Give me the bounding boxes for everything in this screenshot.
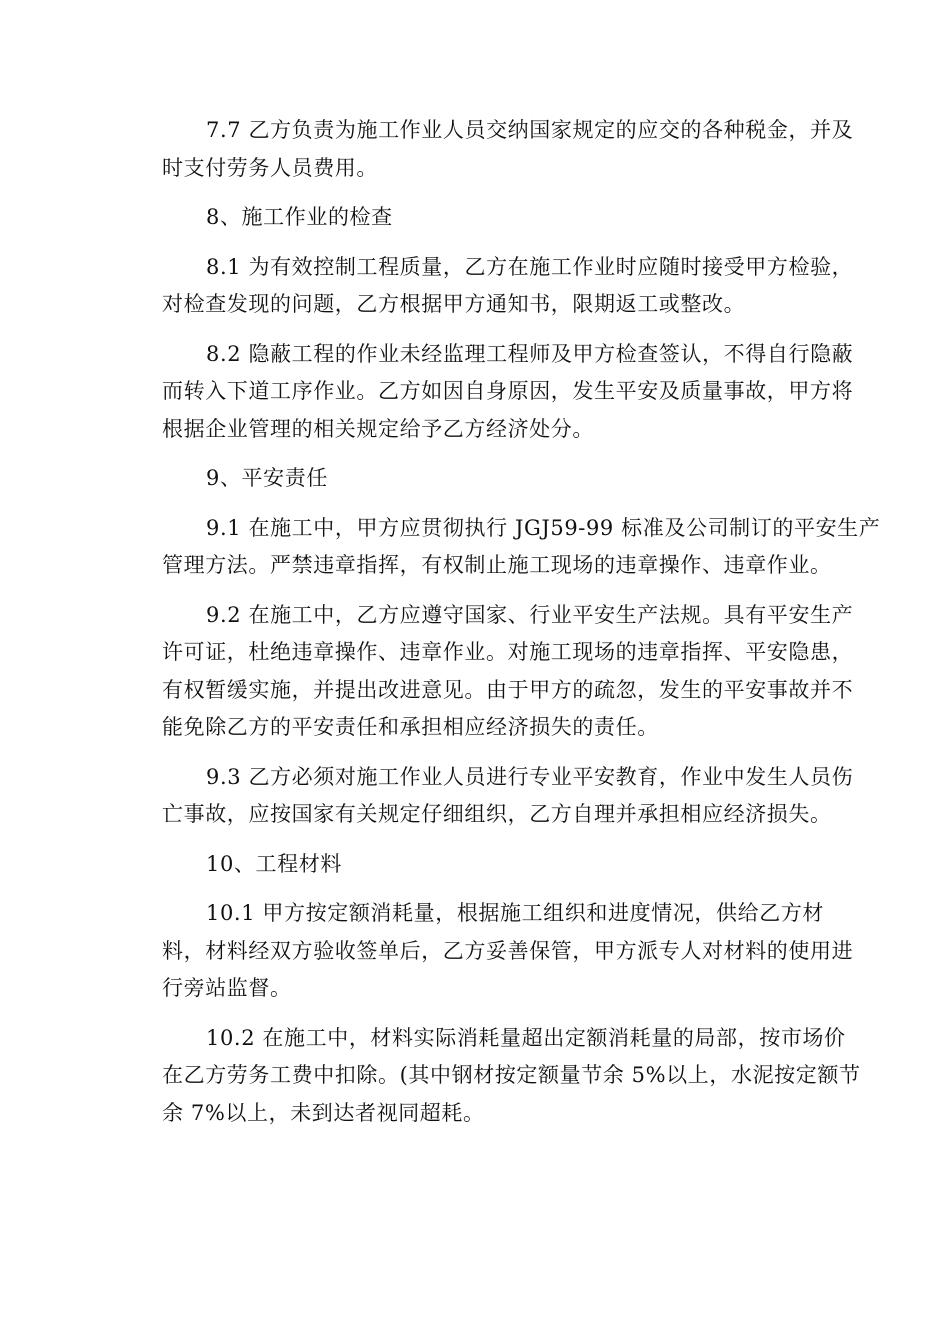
text-line: 8.2 隐蔽工程的作业未经监理工程师及甲方检查签认，不得自行隐蔽	[206, 341, 854, 366]
text-line: 10.1 甲方按定额消耗量，根据施工组织和进度情况，供给乙方材	[206, 901, 825, 925]
text-line: 亡事故，应按国家有关规定仔细组织，乙方自理并承担相应经济损失。	[162, 802, 832, 826]
paragraph-7-7	[118, 112, 854, 187]
text-line: 管理方法。严禁违章指挥，有权制止施工现场的违章操作、违章作业。	[162, 553, 832, 577]
section-heading-10	[118, 846, 832, 884]
text-line: 8.1 为有效控制工程质量，乙方在施工作业时应随时接受甲方检验，	[206, 254, 854, 279]
text-line: 10.2 在施工中，材料实际消耗量超出定额消耗量的局部，按市场价	[206, 1025, 846, 1050]
paragraph-9-3	[118, 759, 854, 834]
text-line: 许可证，杜绝违章操作、违章作业。对施工现场的违章指挥、平安隐患，	[162, 640, 854, 664]
heading-line: 8、施工作业的检查	[206, 205, 393, 229]
text-line: 时支付劳务人员费用。	[162, 155, 378, 180]
paragraph-9-2	[118, 597, 854, 747]
text-line: 7.7 乙方负责为施工作业人员交纳国家规定的应交的各种税金，并及	[206, 118, 854, 142]
paragraph-9-1	[118, 510, 881, 585]
heading-line: 10、工程材料	[206, 851, 342, 876]
paragraph-8-1	[118, 249, 854, 324]
text-line: 能免除乙方的平安责任和承担相应经济损失的责任。	[162, 715, 659, 739]
paragraph-8-2	[118, 336, 854, 449]
paragraph-10-1	[118, 895, 854, 1008]
text-line: 有权暂缓实施，并提出改进意见。由于甲方的疏忽，发生的平安事故并不	[162, 677, 854, 702]
paragraph-10-2	[118, 1020, 861, 1133]
section-heading-8	[118, 199, 832, 237]
heading-line: 9、平安责任	[206, 466, 328, 490]
text-line: 余 7%以上，未到达者视同超耗。	[162, 1100, 485, 1125]
section-heading-9	[118, 460, 832, 498]
text-line: 行旁站监督。	[162, 976, 292, 1000]
text-line: 9.1 在施工中，甲方应贯彻执行 JGJ59-99 标准及公司制订的平安生产	[206, 515, 881, 540]
text-line: 9.2 在施工中，乙方应遵守国家、行业平安生产法规。具有平安生产	[206, 602, 854, 627]
text-line: 对检查发现的问题，乙方根据甲方通知书，限期返工或整改。	[162, 292, 746, 316]
text-line: 而转入下道工序作业。乙方如因自身原因，发生平安及质量事故，甲方将	[162, 379, 854, 403]
text-line: 料，材料经双方验收签单后，乙方妥善保管，甲方派专人对材料的使用进	[162, 938, 854, 963]
text-line: 在乙方劳务工费中扣除。(其中钢材按定额量节余 5%以上，水泥按定额节	[162, 1063, 861, 1087]
document-body	[118, 112, 881, 1144]
text-line: 9.3 乙方必须对施工作业人员进行专业平安教育，作业中发生人员伤	[206, 764, 854, 789]
text-line: 根据企业管理的相关规定给予乙方经济处分。	[162, 416, 594, 441]
